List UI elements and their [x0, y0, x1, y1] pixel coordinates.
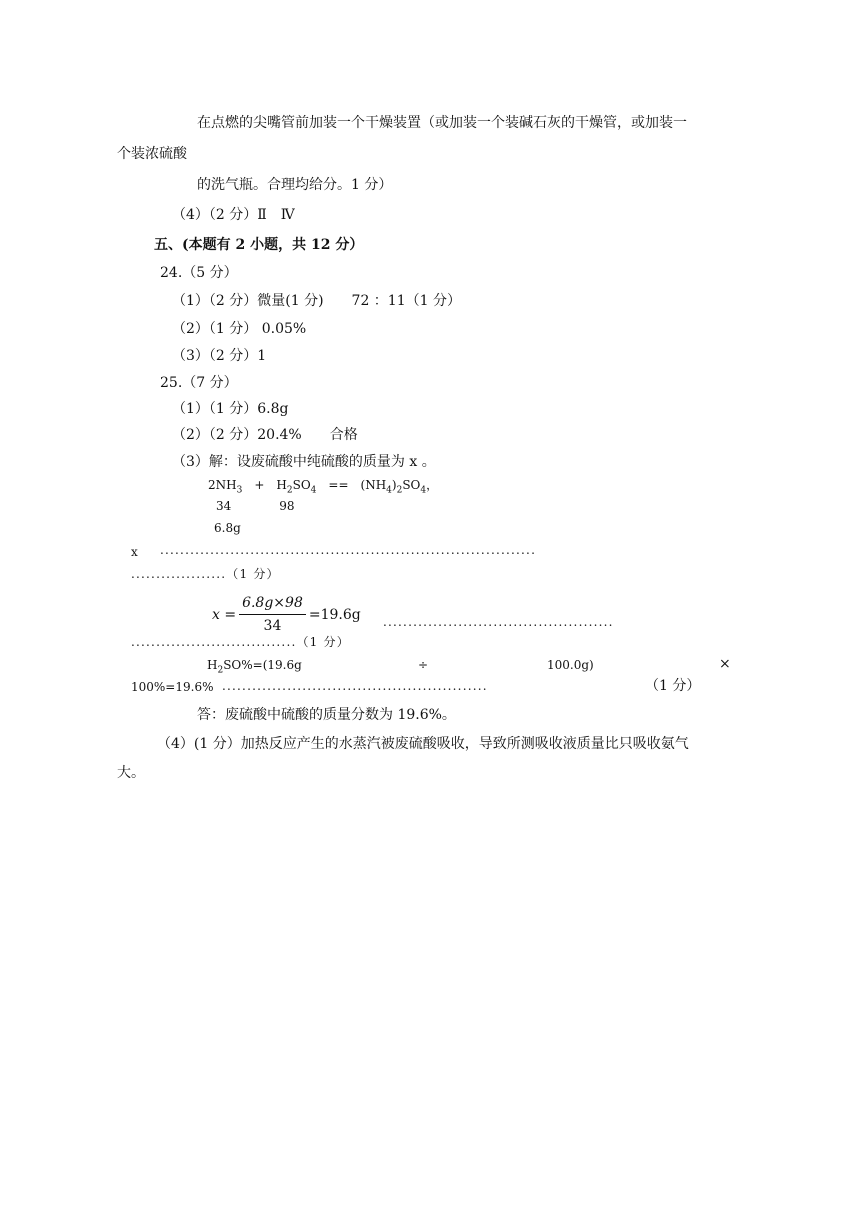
- question-24-part-2: （2）（1 分） 0.05%: [172, 321, 307, 337]
- equation-molar-mass: 34 98: [216, 499, 295, 513]
- question-25-title: 25.（7 分）: [160, 375, 238, 391]
- fraction-numerator: 6.8g×98: [239, 594, 306, 615]
- x-label: x: [131, 545, 138, 559]
- h2so4-calc-text: SO%=(19.6g: [223, 658, 302, 672]
- fraction-formula: [212, 594, 361, 635]
- leader-dots-2: ..............................................: [383, 615, 614, 629]
- question-24-part-3: （3）（2 分）1: [172, 348, 267, 364]
- fraction-denominator: 34: [263, 618, 282, 634]
- score-3: （1 分）: [645, 678, 701, 694]
- answer-line: 答：废硫酸中硫酸的质量分数为 19.6%。: [197, 707, 456, 723]
- section-title: 五、(本题有 2 小题，共 12 分）: [154, 237, 364, 253]
- question-25-part-2: （2）（2 分）20.4% 合格: [172, 427, 358, 443]
- h2so4-calc: $H_2SO\%=(19.6g$: [207, 658, 302, 676]
- leader-dots-3: .....................................................: [222, 679, 488, 693]
- percent-result: 100%=19.6%: [131, 680, 214, 694]
- line-wash-bottle: 的洗气瓶。合理均给分。1 分）: [197, 177, 393, 193]
- mass-value: 100.0g): [547, 658, 594, 672]
- chemical-equation: $2NH_3$ + $H_2SO_4$ == $(NH_4)_2SO_4$，: [208, 478, 439, 496]
- leader-dots-2b: .................................（1 分）: [131, 635, 350, 649]
- line-conc-acid: 个装浓硫酸: [117, 146, 187, 162]
- question-24-title: 24.（5 分）: [160, 265, 238, 281]
- divide-sign: ÷: [418, 658, 429, 672]
- fraction-rhs: =19.6g: [308, 606, 361, 623]
- equation-known-mass: 6.8g: [214, 521, 241, 535]
- question-25-part-4-cont: 大。: [117, 765, 145, 781]
- fraction-lhs: x =: [212, 606, 237, 623]
- line-q4-answer: （4）（2 分）Ⅱ Ⅳ: [172, 207, 295, 223]
- question-25-part-3: （3）解：设废硫酸中纯硫酸的质量为 x 。: [172, 454, 436, 470]
- question-24-part-1: （1）（2 分）微量(1 分) 72 ：11（1 分）: [172, 293, 461, 309]
- question-25-part-4: （4）(1 分）加热反应产生的水蒸汽被废硫酸吸收，导致所测吸收液质量比只吸收氨气: [157, 736, 689, 752]
- times-sign: ×: [719, 656, 731, 672]
- leader-dots-1b: ...................（1 分）: [131, 567, 280, 581]
- line-dry-device: 在点燃的尖嘴管前加装一个干燥装置（或加装一个装碱石灰的干燥管，或加装一: [197, 115, 687, 131]
- question-25-part-1: （1）（1 分）6.8g: [172, 401, 289, 417]
- leader-dots-1: ...........................................................................: [160, 543, 537, 557]
- fraction: [239, 594, 306, 635]
